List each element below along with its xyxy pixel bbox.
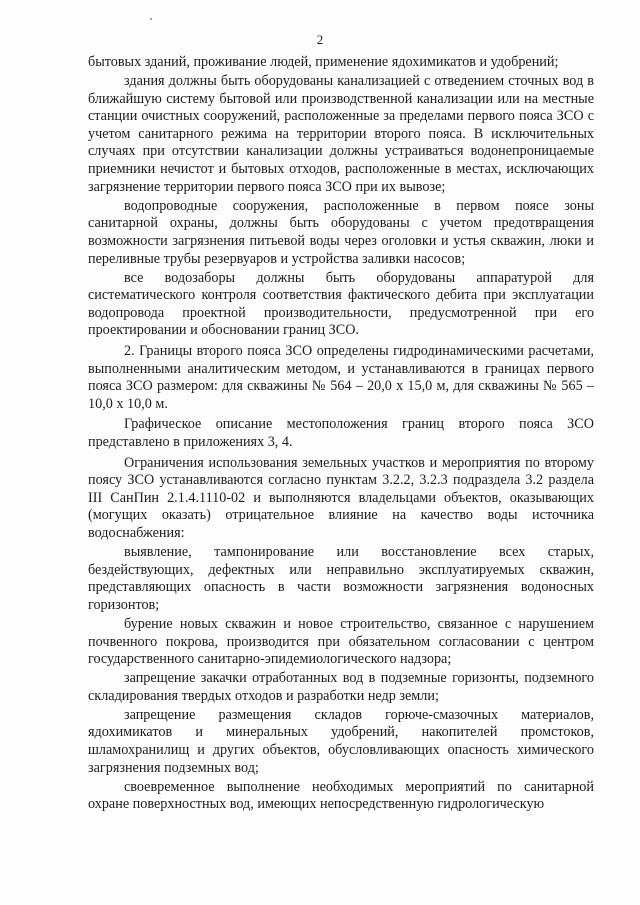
list-item-surface-water: своевременное выполнение необходимых мероприятий по санитарной охране поверхностных вод, имеющих непосредственную гидрологическую: [88, 778, 594, 813]
scan-speck: [150, 18, 152, 20]
paragraph-water-facilities: водопроводные сооружения, расположенные в первом поясе зоны санитарной охраны, должны быть оборудованы с учетом предотвращения возможности загрязнения питьевой воды через оголовки и устья скважин, люки и переливные трубы резервуаров и устройства заливки насосов;: [88, 197, 594, 267]
list-item-storage-ban: запрещение размещения складов горюче-смазочных материалов, ядохимикатов и минеральных удобрений, накопителей промстоков, шламохранилищ и других объектов, обусловливающих опасность химического загрязнения подземных вод;: [88, 706, 594, 776]
list-item-injection-ban: запрещение закачки отработанных вод в подземные горизонты, подземного складирования твердых отходов и разработки недр земли;: [88, 670, 594, 704]
document-body: [88, 54, 594, 815]
list-item-drilling: бурение новых скважин и новое строительство, связанное с нарушением почвенного покрова, производится при обязательном согласовании с центром государственного санитарно-эпидемиологического надзора;: [88, 615, 594, 668]
paragraph-continuation: бытовых зданий, проживание людей, применение ядохимикатов и удобрений;: [88, 54, 559, 70]
paragraph-graphic-description: Графическое описание местоположения границ второго пояса ЗСО представлено в приложениях 3, 4.: [88, 416, 594, 450]
paragraph-land-use-restrictions: Ограничения использования земельных участков и мероприятия по второму поясу ЗСО устанавливаются согласно пунктам 3.2.2, 3.2.3 подраздела 3.2 раздела III СанПин 2.1.4.1110-02 и выполняются владельцами объектов, оказывающих (могущих оказать) отрицательное влияние на качество воды источника водоснабжения:: [88, 454, 594, 541]
paragraph-water-intakes: все водозаборы должны быть оборудованы аппаратурой для систематического контроля соответствия фактического дебита при эксплуатации водопровода проектной производительности, предусмотренной при его проектировании и обосновании границ ЗСО.: [88, 269, 594, 339]
paragraph-sewerage: здания должны быть оборудованы канализацией с отведением сточных вод в ближайшую систему бытовой или производственной канализации или на местные станции очистных сооружений, расположенные за пределами первого пояса ЗСО с учетом санитарного режима на территории второго пояса. В исключительных случаях при отсутствии канализации должны устраиваться водонепроницаемые приемники нечистот и бытовых отходов, расположенные в местах, исключающих загрязнение территории первого пояса ЗСО при их вывозе;: [88, 73, 594, 195]
list-item-wells: выявление, тампонирование или восстановление всех старых, бездействующих, дефектных или неправильно эксплуатируемых скважин, представляющих опасность в части возможности загрязнения водоносных горизонтов;: [88, 544, 594, 613]
paragraph-second-belt-borders: 2. Границы второго пояса ЗСО определены гидродинамическими расчетами, выполненными аналитическим методом, и устанавливаются в границах первого пояса ЗСО размером: для скважины № 564 – 20,0 х 15,0 м, для скважины № 565 – 10,0 х 10,0 м.: [88, 343, 594, 412]
page-number: 2: [316, 32, 324, 47]
